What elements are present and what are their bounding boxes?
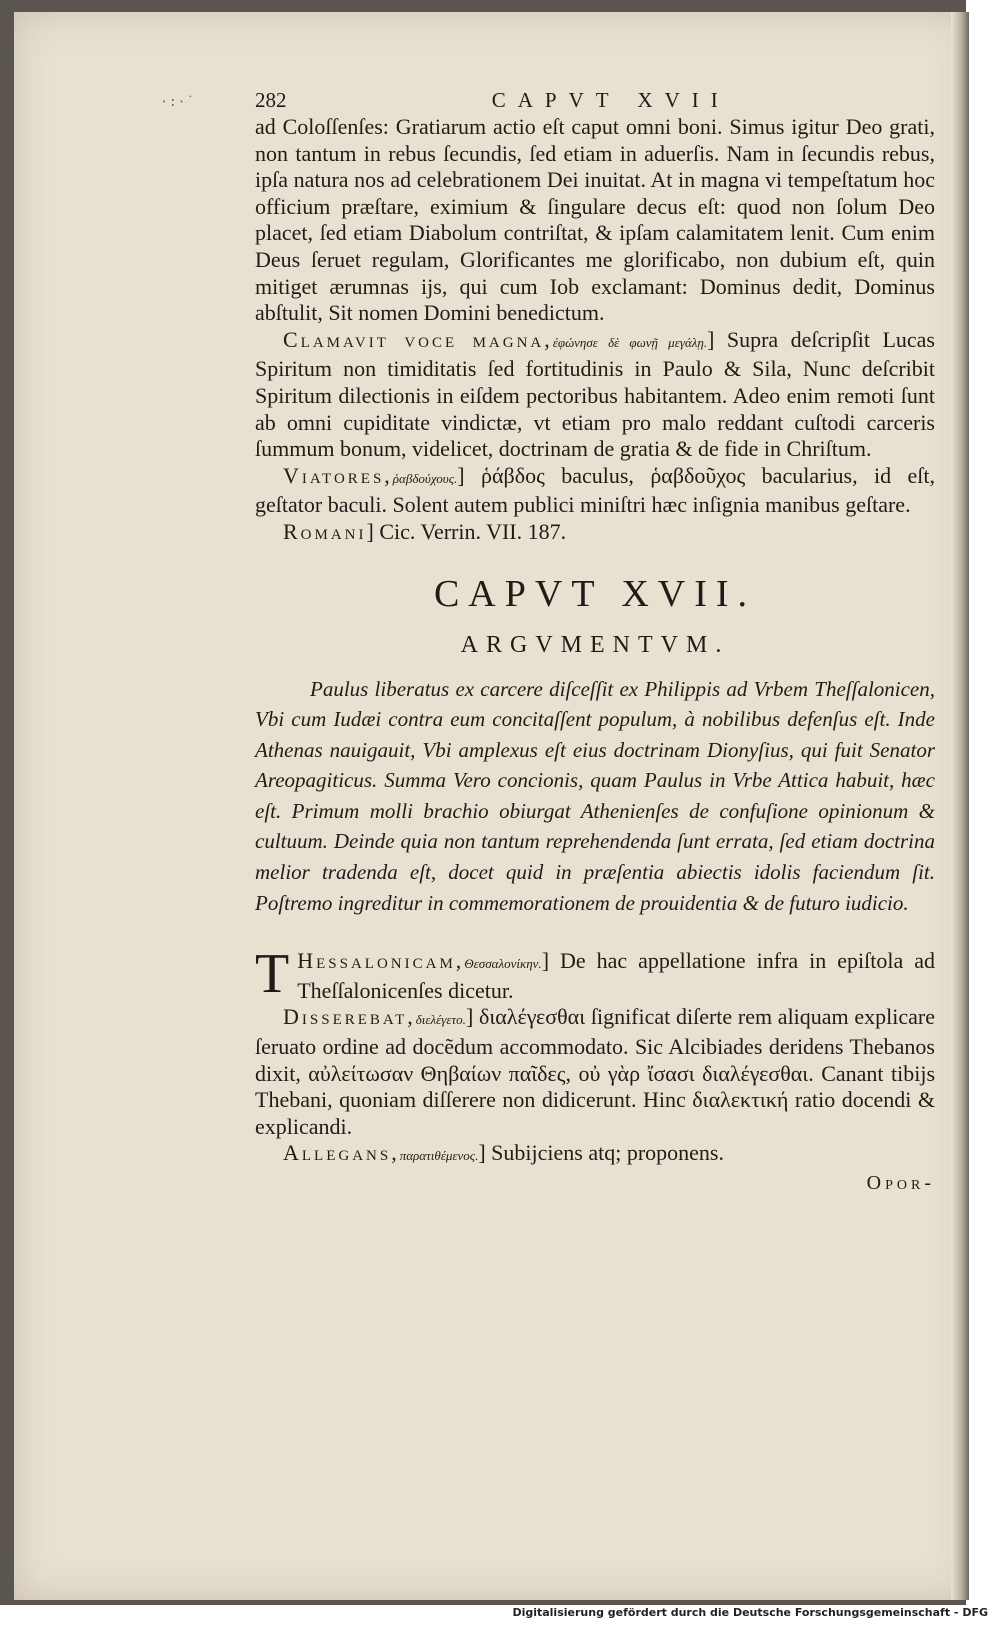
digitization-footer: Digitalisierung gefördert durch die Deutsche Forschungsgemeinschaft - DFG — [512, 1606, 988, 1619]
lemma: Hessalonicam, — [297, 948, 465, 974]
greek-gloss: ῥαβδούχους. — [392, 470, 458, 486]
catchword: Opor- — [866, 1172, 935, 1194]
lemma: Allegans, — [283, 1140, 400, 1166]
page-number: 282 — [255, 88, 287, 112]
paragraph: ad Coloſſenſes: Gratiarum actio eſt caput omni boni. Simus igitur Deo grati, non tantum in rebus ſecundis, ſed etiam in aduerſis. Nam in ſecundis rebus, ipſa natura nos ad celebrationem Dei inuitat. At in magna vi tempeſtatum hoc officium præſtare, eximium & ſingulare decus eſt: quod non ſolum Deo placet, ſed etiam Diabolum contriſtat, & ipſam calamitatem lenit. Cum enim Deus ſeruet regulam, Glorificantes me glorificabo, non dubium eſt, quin mitiget ærumnas ijs, qui cum Iob exclamant: Dominus dedit, Dominus abſtulit, Sit nomen Domini benedictum. — [255, 114, 935, 326]
greek-gloss: παρατιθέμενος. — [399, 1148, 479, 1164]
argument-title: ARGVMENTVM. — [460, 631, 730, 658]
page-gutter — [951, 12, 969, 1600]
running-header — [255, 88, 935, 114]
lemma: Disserebat, — [283, 1004, 416, 1030]
paragraph: Clamavit voce magna,ἐφώνησε δὲ φωνῇ μεγάλῃ.] Supra deſcripſit Lucas Spiritum non timiditatis ſed fortitudinis in Paulo & Sila, Nunc deſcribit Spiritum dilectionis in eiſdem pectoribus habitantem. Adeo enim remoti ſunt ab omni cupiditate vindictæ, vt etiam pro malo reddant cuſtodi carceris ſummum bonum, videlicet, doctrinam de gratia & de fide in Chriſtum. — [255, 326, 935, 462]
paragraph: T Hessalonicam,Θεσσαλονίκην.] De hac appellatione infra in epiſtola ad Theſſalonicenſes dicetur. — [255, 943, 935, 1006]
drop-cap: T — [255, 943, 290, 1006]
chapter-title: CAPVT XVII. — [433, 572, 757, 615]
lemma: Romani — [283, 518, 367, 544]
lemma: Clamavit voce magna, — [283, 326, 553, 352]
greek-gloss: διελέγετο. — [415, 1012, 466, 1028]
lemma: Viatores, — [283, 462, 393, 488]
page-text — [255, 88, 935, 1196]
ink-smudge: ·:·˙ — [160, 95, 196, 110]
argument-text: Paulus liberatus ex carcere diſceſſit ex Philippis ad Vrbem Theſſalonicen, Vbi cum Iudæi contra eum concitaſſent populum, à nobilibus defenſus eſt. Inde Athenas nauigauit, Vbi amplexus eſt eius doctrinam Dionyſius, qui fuit Senator Areopagiticus. Summa Vero concionis, quam Paulus in Vrbe Attica habuit, hæc eſt. Primum molli brachio obiurgat Athenienſes de confuſione opinionum & cultuum. Deinde quia non tantum reprehendenda ſunt errata, ſed etiam doctrina melior tradenda eſt, docet quid in præſentia abiectis idolis faciendum ſit. Poſtremo ingreditur in commemorationem de prouidentia & de futuro iudicio. — [255, 676, 935, 915]
greek-gloss: ἐφώνησε δὲ φωνῇ μεγάλῃ. — [552, 334, 708, 350]
paragraph: Romani] Cic. Verrin. VII. 187. — [283, 518, 567, 544]
paragraph: Viatores,ῥαβδούχους.] ῥάβδος baculus, ῥαβδοῦχος bacularius, id eſt, geſtator baculi. Solent autem publici miniſtri hæc inſignia manibus geſtare. — [255, 462, 935, 518]
paragraph: Allegans,παρατιθέμενος.] Subijciens atq; proponens. — [283, 1140, 724, 1166]
paragraph: Disserebat,διελέγετο.] διαλέγεσθαι ſignificat diſerte rem aliquam explicare ſeruato ordine ad docẽdum accommodato. Sic Alcibiades deridens Thebanos dixit, αὐλείτωσαν Θηβαίων παῖδες, οὐ γὰρ ἴσασι διαλέγεσθαι. Canant tibijs Thebani, quoniam diſſerere non didicerunt. Hinc διαλεκτική ratio docendi & explicandi. — [255, 1004, 935, 1139]
running-title: CAPVT XVII — [491, 88, 730, 112]
greek-gloss: Θεσσαλονίκην. — [464, 956, 542, 972]
